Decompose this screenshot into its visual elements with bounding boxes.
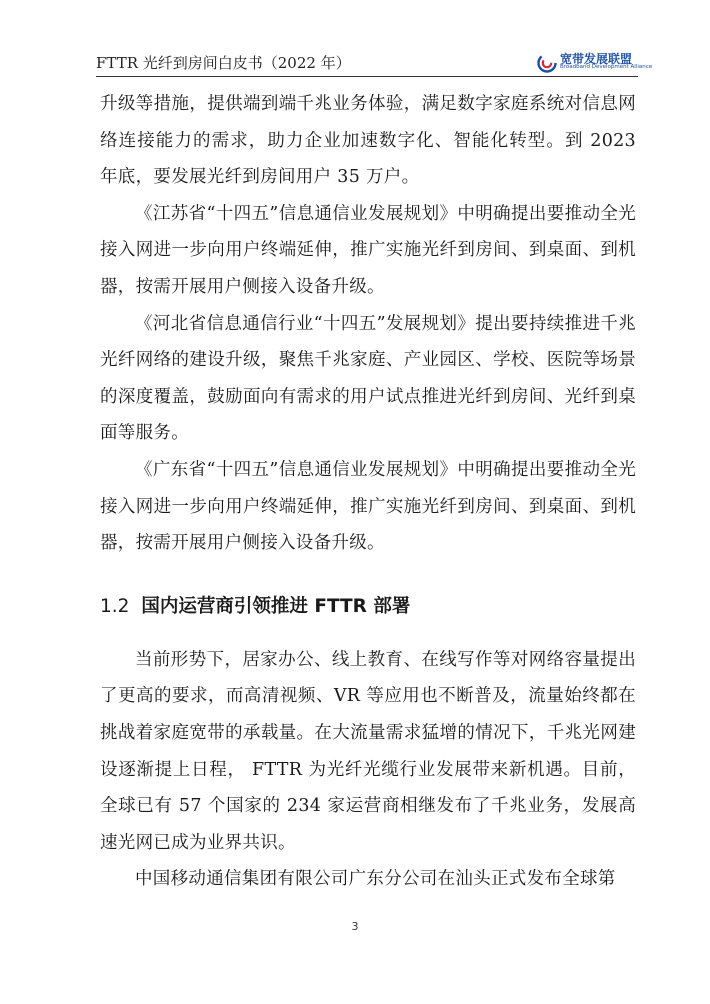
section-title: 国内运营商引领推进 FTTR 部署 <box>141 595 411 617</box>
logo-text-cn: 宽带发展联盟 <box>560 52 633 66</box>
alliance-logo <box>536 50 653 74</box>
paragraph-china-mobile: 中国移动通信集团有限公司广东分公司在汕头正式发布全球第 <box>135 869 616 890</box>
header-divider <box>96 76 638 77</box>
document-body <box>100 86 636 898</box>
paragraph-continued: 升级等措施，提供端到端千兆业务体验，满足数字家庭系统对信息网络连接能力的需求，助力企业加速数字化、智能化转型。到 2023 年底，要发展光纤到房间用户 35 万户。 <box>100 94 636 188</box>
paragraph-current-situation: 当前形势下，居家办公、线上教育、在线写作等对网络容量提出了更高的要求，而高清视频、VR 等应用也不断普及，流量始终都在挑战着家庭宽带的承载量。在大流量需求猛增的情况下，千兆光网建设逐渐提上日程， FTTR 为光纤光缆行业发展带来新机遇。目前，全球已有 57 个国家的 234 家运营商相继发布了千兆业务，发展高速光网已成为业界共识。 <box>100 649 636 853</box>
paragraph-hebei-plan: 《河北省信息通信行业“十四五”发展规划》提出要持续推进千兆光纤网络的建设升级，聚焦千兆家庭、产业园区、学校、医院等场景的深度覆盖，鼓励面向有需求的用户试点推进光纤到房间、光纤到桌面等服务。 <box>100 313 636 444</box>
alliance-logo-icon <box>536 52 558 74</box>
header-title: FTTR 光纤到房间白皮书（2022 年） <box>96 54 351 72</box>
page-number: 3 <box>351 920 359 933</box>
page-header <box>0 0 710 80</box>
paragraph-jiangsu-plan: 《江苏省“十四五”信息通信业发展规划》中明确提出要推动全光接入网进一步向用户终端延伸，推广实施光纤到房间、到桌面、到机器，按需开展用户侧接入设备升级。 <box>100 203 636 297</box>
section-heading <box>100 592 636 622</box>
section-number: 1.2 <box>100 595 130 617</box>
logo-text-en: Broadband Development Alliance <box>560 64 653 70</box>
paragraph-guangdong-plan: 《广东省“十四五”信息通信业发展规划》中明确提出要推动全光接入网进一步向用户终端延伸，推广实施光纤到房间、到桌面、到机器，按需开展用户侧接入设备升级。 <box>100 459 636 554</box>
